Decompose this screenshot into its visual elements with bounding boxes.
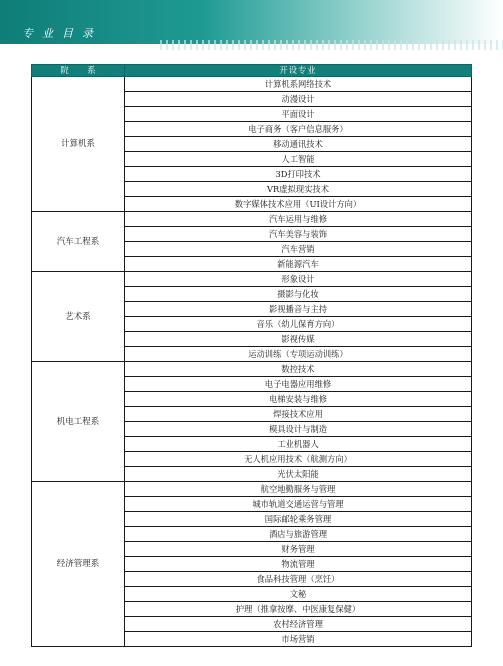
table-row <box>32 482 472 497</box>
major-cell: 焊接技术应用 <box>125 407 472 422</box>
major-cell: 光伏太阳能 <box>125 467 472 482</box>
major-cell: 摄影与化妆 <box>125 287 472 302</box>
major-cell: 电子电器应用维修 <box>125 377 472 392</box>
major-cell: 平面设计 <box>125 107 472 122</box>
major-cell: 酒店与旅游管理 <box>125 527 472 542</box>
major-cell: 农村经济管理 <box>125 617 472 632</box>
major-cell: 3D打印技术 <box>125 167 472 182</box>
major-cell: 汽车营销 <box>125 242 472 257</box>
major-cell: 汽车运用与维修 <box>125 212 472 227</box>
department-cell: 机电工程系 <box>32 362 125 482</box>
major-cell: 工业机器人 <box>125 437 472 452</box>
page-title: 专业目录 <box>22 27 102 40</box>
major-cell: 城市轨道交通运营与管理 <box>125 497 472 512</box>
table-header-row <box>32 65 472 77</box>
major-cell: 护理（推拿按摩、中医康复保健） <box>125 602 472 617</box>
major-cell: 无人机应用技术（航测方向） <box>125 452 472 467</box>
major-cell: 影视传媒 <box>125 332 472 347</box>
major-column-header: 开设专业 <box>125 65 472 77</box>
major-cell: 运动训练（专项运动训练） <box>125 347 472 362</box>
major-cell: 物流管理 <box>125 557 472 572</box>
major-cell: 电子商务（客户信息服务） <box>125 122 472 137</box>
major-cell: 文秘 <box>125 587 472 602</box>
major-cell: 食品科技管理（烹饪） <box>125 572 472 587</box>
major-cell: 航空地勤服务与管理 <box>125 482 472 497</box>
majors-table <box>31 64 472 647</box>
major-cell: 移动通讯技术 <box>125 137 472 152</box>
table-row <box>32 362 472 377</box>
table-body <box>32 77 472 647</box>
major-cell: 数控技术 <box>125 362 472 377</box>
major-cell: 影视播音与主持 <box>125 302 472 317</box>
table-row <box>32 77 472 92</box>
table-row <box>32 212 472 227</box>
department-cell: 汽车工程系 <box>32 212 125 272</box>
major-cell: 音乐（幼儿保育方向） <box>125 317 472 332</box>
department-cell: 艺术系 <box>32 272 125 362</box>
header-decoration <box>160 40 503 50</box>
major-cell: 数字媒体技术应用（UI设计方向） <box>125 197 472 212</box>
major-cell: 市场营销 <box>125 632 472 647</box>
major-cell: 新能源汽车 <box>125 257 472 272</box>
department-column-header: 院 系 <box>32 65 125 77</box>
major-cell: VR虚拟现实技术 <box>125 182 472 197</box>
major-cell: 模具设计与制造 <box>125 422 472 437</box>
major-cell: 财务管理 <box>125 542 472 557</box>
major-cell: 汽车美容与装饰 <box>125 227 472 242</box>
major-cell: 形象设计 <box>125 272 472 287</box>
department-cell: 计算机系 <box>32 77 125 212</box>
major-cell: 国际邮轮乘务管理 <box>125 512 472 527</box>
department-cell: 经济管理系 <box>32 482 125 647</box>
major-cell: 人工智能 <box>125 152 472 167</box>
table-row <box>32 272 472 287</box>
major-cell: 动漫设计 <box>125 92 472 107</box>
major-cell: 计算机系网络技术 <box>125 77 472 92</box>
major-cell: 电梯安装与维修 <box>125 392 472 407</box>
